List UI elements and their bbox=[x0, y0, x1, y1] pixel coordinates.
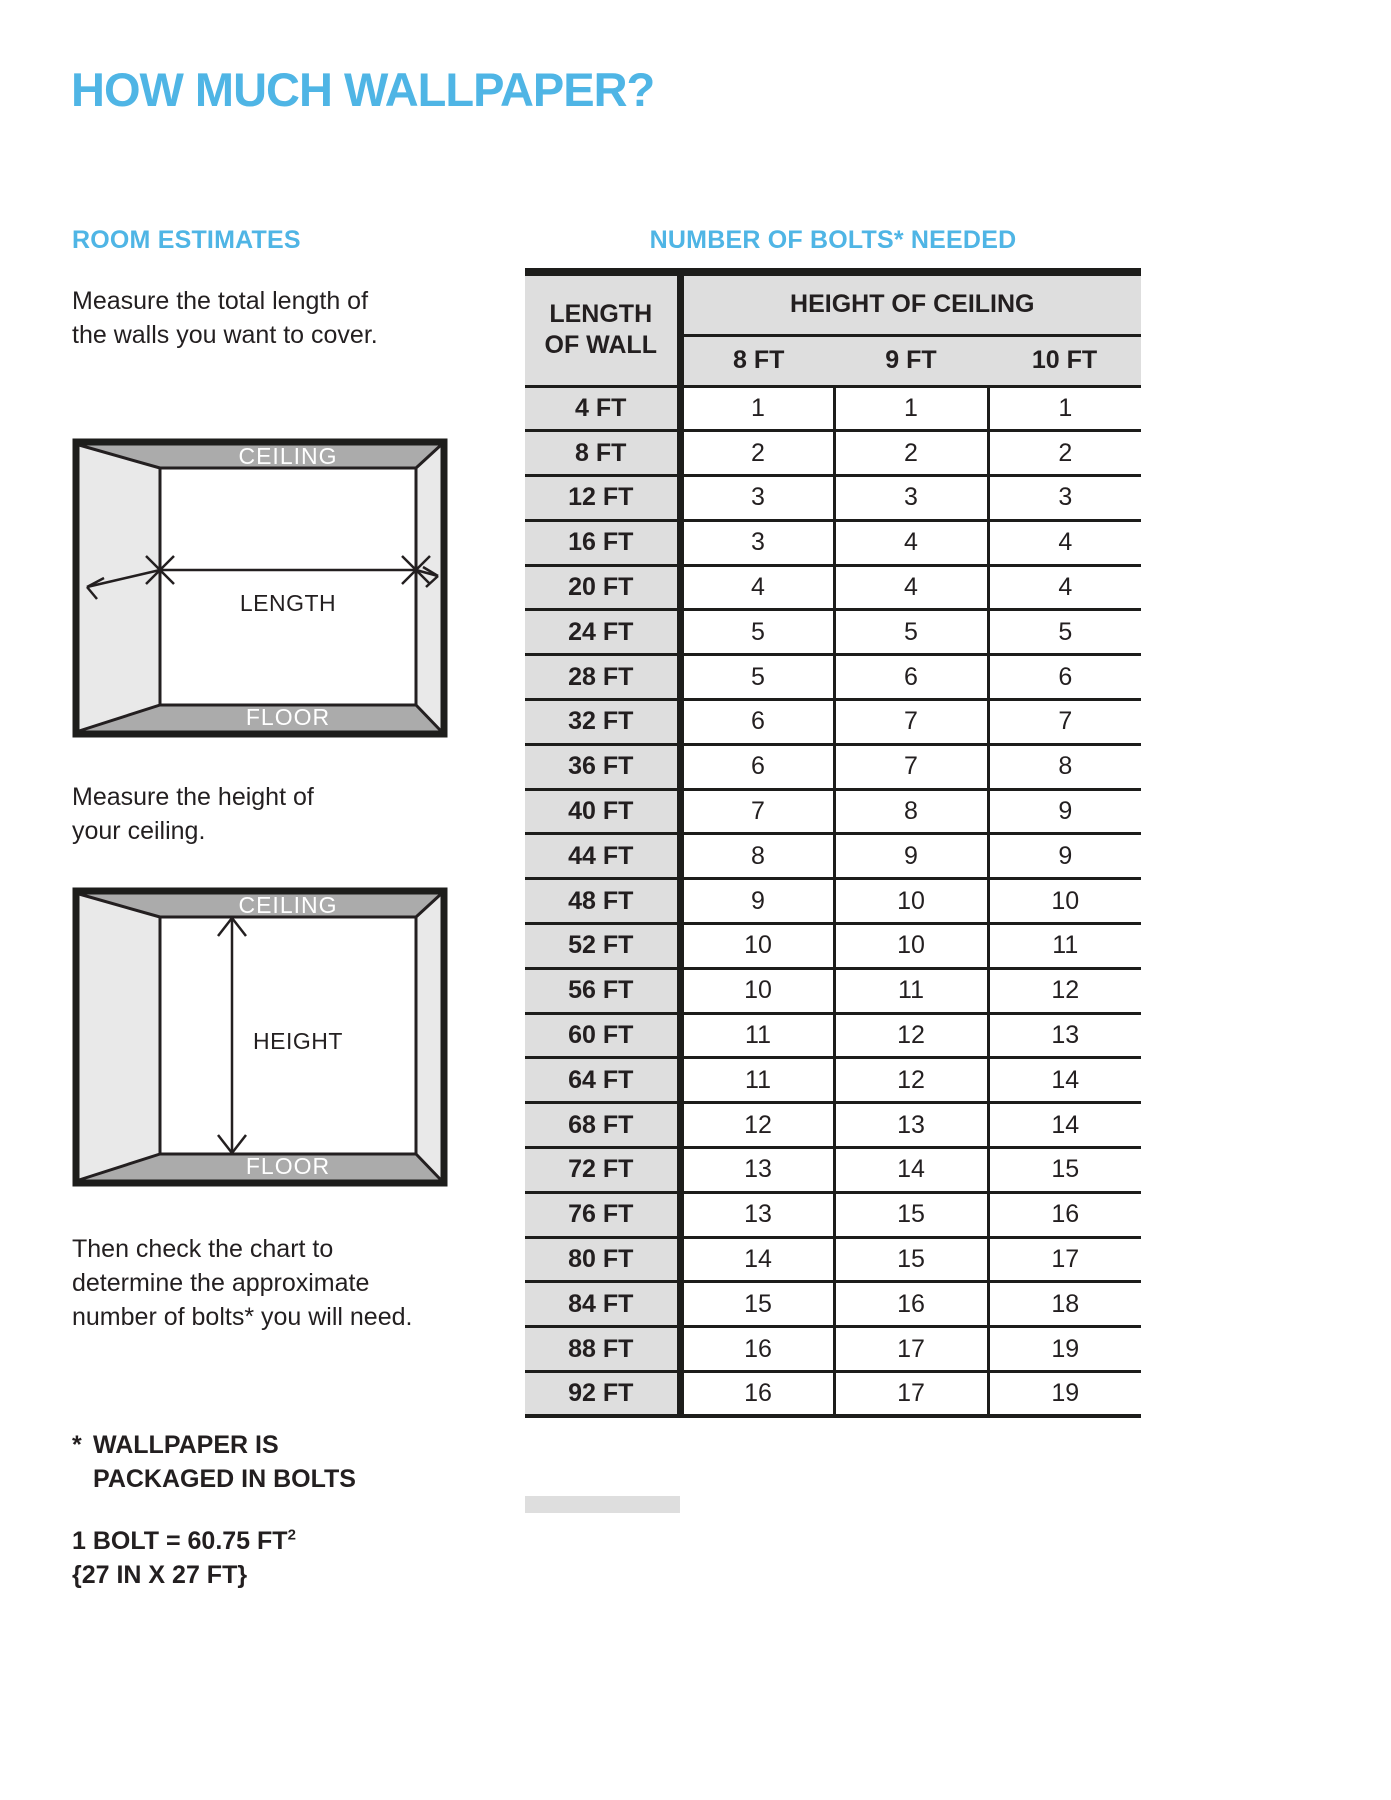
step2-text bbox=[72, 780, 314, 848]
row-header-cell: 68 FT bbox=[525, 1103, 680, 1148]
table-row bbox=[525, 1192, 1141, 1237]
height-measure-arrow bbox=[218, 918, 246, 1153]
bolt-count-cell: 10 bbox=[988, 879, 1141, 924]
row-header-cell: 56 FT bbox=[525, 968, 680, 1013]
table-row bbox=[525, 1282, 1141, 1327]
bolt-count-cell: 4 bbox=[988, 520, 1141, 565]
bolt-count-cell: 11 bbox=[988, 924, 1141, 969]
bolt-count-cell: 9 bbox=[988, 789, 1141, 834]
room-estimates-heading: ROOM ESTIMATES bbox=[72, 226, 301, 254]
bolt-count-cell: 12 bbox=[834, 1013, 988, 1058]
table-row bbox=[525, 655, 1141, 700]
bolt-count-cell: 1 bbox=[834, 386, 988, 431]
bolt-count-cell: 16 bbox=[988, 1192, 1141, 1237]
bolt-count-cell: 11 bbox=[834, 968, 988, 1013]
bolts-table-head bbox=[525, 272, 1141, 386]
bolt-count-cell: 8 bbox=[988, 744, 1141, 789]
col-header-8ft: 8 FT bbox=[680, 335, 834, 386]
squared-superscript: 2 bbox=[287, 1526, 296, 1544]
row-header-cell: 76 FT bbox=[525, 1192, 680, 1237]
bolts-footnote bbox=[72, 1428, 356, 1496]
table-row bbox=[525, 1237, 1141, 1282]
bolt-count-cell: 16 bbox=[834, 1282, 988, 1327]
row-header-cell: 84 FT bbox=[525, 1282, 680, 1327]
table-row bbox=[525, 700, 1141, 745]
bolt-count-cell: 18 bbox=[988, 1282, 1141, 1327]
bolt-count-cell: 14 bbox=[834, 1148, 988, 1193]
bolt-count-cell: 17 bbox=[834, 1372, 988, 1417]
row-header-cell: 64 FT bbox=[525, 1058, 680, 1103]
bolt-count-cell: 10 bbox=[834, 924, 988, 969]
bolt-count-cell: 5 bbox=[680, 610, 834, 655]
table-row bbox=[525, 1327, 1141, 1372]
ceiling-label: CEILING bbox=[238, 443, 338, 469]
table-row bbox=[525, 789, 1141, 834]
bolt-count-cell: 6 bbox=[834, 655, 988, 700]
step3-line1: Then check the chart to bbox=[72, 1235, 334, 1263]
bolt-count-cell: 11 bbox=[680, 1058, 834, 1103]
bolt-count-cell: 19 bbox=[988, 1327, 1141, 1372]
bolt-count-cell: 9 bbox=[988, 834, 1141, 879]
bolt-count-cell: 4 bbox=[834, 520, 988, 565]
row-header-cell: 60 FT bbox=[525, 1013, 680, 1058]
bolt-count-cell: 10 bbox=[680, 968, 834, 1013]
bolt-count-cell: 15 bbox=[834, 1192, 988, 1237]
table-row bbox=[525, 610, 1141, 655]
bolt-count-cell: 10 bbox=[680, 924, 834, 969]
footnote-line1: WALLPAPER IS bbox=[93, 1431, 279, 1459]
row-header-cell: 16 FT bbox=[525, 520, 680, 565]
bolt-count-cell: 4 bbox=[988, 565, 1141, 610]
bolt-count-cell: 1 bbox=[988, 386, 1141, 431]
row-header-cell: 88 FT bbox=[525, 1327, 680, 1372]
column-group-header: HEIGHT OF CEILING bbox=[680, 272, 1141, 335]
bolt-count-cell: 15 bbox=[680, 1282, 834, 1327]
bolt-count-cell: 13 bbox=[680, 1192, 834, 1237]
room-height-diagram bbox=[72, 886, 448, 1188]
bolt-size-info bbox=[72, 1524, 296, 1592]
bolt-count-cell: 6 bbox=[680, 744, 834, 789]
left-wall-surface bbox=[79, 894, 160, 1180]
row-header-cell: 8 FT bbox=[525, 431, 680, 476]
asterisk-marker: * bbox=[72, 1431, 82, 1459]
row-header-cell: 4 FT bbox=[525, 386, 680, 431]
right-wall-surface bbox=[416, 894, 441, 1180]
row-axis-line1: LENGTH bbox=[549, 300, 653, 329]
bolts-table bbox=[525, 268, 1141, 1418]
step3-text bbox=[72, 1232, 412, 1334]
table-row bbox=[525, 565, 1141, 610]
floor-label: FLOOR bbox=[245, 704, 331, 730]
bolt-count-cell: 13 bbox=[680, 1148, 834, 1193]
bolt-count-cell: 12 bbox=[988, 968, 1141, 1013]
height-label: HEIGHT bbox=[253, 1028, 343, 1054]
table-row bbox=[525, 924, 1141, 969]
table-row bbox=[525, 968, 1141, 1013]
footnote-line2: PACKAGED IN BOLTS bbox=[93, 1465, 356, 1493]
row-header-cell: 92 FT bbox=[525, 1372, 680, 1417]
row-header-cell: 40 FT bbox=[525, 789, 680, 834]
row-header-cell: 36 FT bbox=[525, 744, 680, 789]
ceiling-label: CEILING bbox=[238, 892, 338, 918]
page-title: HOW MUCH WALLPAPER? bbox=[71, 63, 655, 116]
bolt-count-cell: 11 bbox=[680, 1013, 834, 1058]
bolt-count-cell: 3 bbox=[680, 520, 834, 565]
bolt-count-cell: 3 bbox=[988, 476, 1141, 521]
left-wall-surface bbox=[79, 445, 160, 731]
bolt-count-cell: 7 bbox=[834, 744, 988, 789]
table-row bbox=[525, 1013, 1141, 1058]
table-row bbox=[525, 386, 1141, 431]
table-row bbox=[525, 1148, 1141, 1193]
table-row bbox=[525, 834, 1141, 879]
table-row bbox=[525, 1372, 1141, 1417]
length-label: LENGTH bbox=[239, 590, 337, 616]
floor-label: FLOOR bbox=[245, 1153, 331, 1179]
bolt-count-cell: 14 bbox=[680, 1237, 834, 1282]
bolt-count-cell: 3 bbox=[680, 476, 834, 521]
row-header-cell: 32 FT bbox=[525, 700, 680, 745]
bolt-count-cell: 7 bbox=[834, 700, 988, 745]
step3-line2: determine the approximate bbox=[72, 1269, 370, 1297]
bolt-count-cell: 5 bbox=[988, 610, 1141, 655]
bolt-count-cell: 16 bbox=[680, 1372, 834, 1417]
row-header-cell: 48 FT bbox=[525, 879, 680, 924]
table-row bbox=[525, 879, 1141, 924]
bolt-count-cell: 12 bbox=[834, 1058, 988, 1103]
row-axis-line2: OF WALL bbox=[544, 331, 657, 360]
bolts-table-container bbox=[525, 268, 1141, 1418]
col-header-10ft: 10 FT bbox=[988, 335, 1141, 386]
bolt-count-cell: 4 bbox=[680, 565, 834, 610]
bolt-equation bbox=[72, 1524, 296, 1558]
step1-text bbox=[72, 284, 378, 352]
step1-line1: Measure the total length of bbox=[72, 287, 369, 315]
bolts-table-body bbox=[525, 386, 1141, 1416]
room-length-diagram bbox=[72, 438, 448, 738]
bolt-count-cell: 15 bbox=[834, 1237, 988, 1282]
table-row bbox=[525, 744, 1141, 789]
row-header-cell: 20 FT bbox=[525, 565, 680, 610]
bolt-count-cell: 9 bbox=[680, 879, 834, 924]
bolt-count-cell: 14 bbox=[988, 1058, 1141, 1103]
bolt-count-cell: 5 bbox=[680, 655, 834, 700]
bolt-count-cell: 2 bbox=[680, 431, 834, 476]
bolt-count-cell: 3 bbox=[834, 476, 988, 521]
bolt-count-cell: 10 bbox=[834, 879, 988, 924]
table-row bbox=[525, 1103, 1141, 1148]
bolt-count-cell: 4 bbox=[834, 565, 988, 610]
bolt-count-cell: 7 bbox=[988, 700, 1141, 745]
col-header-9ft: 9 FT bbox=[834, 335, 988, 386]
table-row bbox=[525, 476, 1141, 521]
bolt-count-cell: 6 bbox=[680, 700, 834, 745]
bolt-count-cell: 14 bbox=[988, 1103, 1141, 1148]
bolt-count-cell: 17 bbox=[988, 1237, 1141, 1282]
bolt-count-cell: 5 bbox=[834, 610, 988, 655]
bolt-count-cell: 13 bbox=[834, 1103, 988, 1148]
bolt-count-cell: 8 bbox=[834, 789, 988, 834]
row-header-cell: 80 FT bbox=[525, 1237, 680, 1282]
step2-line2: your ceiling. bbox=[72, 817, 206, 845]
bolt-count-cell: 12 bbox=[680, 1103, 834, 1148]
row-header-cell: 44 FT bbox=[525, 834, 680, 879]
table-footer-strip bbox=[525, 1496, 680, 1513]
bolt-count-cell: 8 bbox=[680, 834, 834, 879]
row-header-cell: 12 FT bbox=[525, 476, 680, 521]
row-header-cell: 28 FT bbox=[525, 655, 680, 700]
right-wall-surface bbox=[416, 445, 441, 731]
table-row bbox=[525, 431, 1141, 476]
bolt-count-cell: 19 bbox=[988, 1372, 1141, 1417]
bolt-count-cell: 13 bbox=[988, 1013, 1141, 1058]
bolt-count-cell: 7 bbox=[680, 789, 834, 834]
bolt-count-cell: 2 bbox=[834, 431, 988, 476]
bolt-count-cell: 9 bbox=[834, 834, 988, 879]
bolt-count-cell: 15 bbox=[988, 1148, 1141, 1193]
table-row bbox=[525, 1058, 1141, 1103]
bolt-count-cell: 1 bbox=[680, 386, 834, 431]
row-header-cell: 72 FT bbox=[525, 1148, 680, 1193]
table-row bbox=[525, 520, 1141, 565]
row-axis-header bbox=[525, 272, 680, 386]
bolt-dimensions: {27 IN X 27 FT} bbox=[72, 1561, 248, 1589]
bolt-count-cell: 17 bbox=[834, 1327, 988, 1372]
step2-line1: Measure the height of bbox=[72, 783, 314, 811]
step1-line2: the walls you want to cover. bbox=[72, 321, 378, 349]
bolt-count-cell: 6 bbox=[988, 655, 1141, 700]
step3-line3: number of bolts* you will need. bbox=[72, 1303, 413, 1331]
bolts-needed-heading: NUMBER OF BOLTS* NEEDED bbox=[649, 226, 1017, 254]
bolt-count-cell: 16 bbox=[680, 1327, 834, 1372]
bolt-equation-text: 1 BOLT = 60.75 FT bbox=[72, 1527, 288, 1555]
row-header-cell: 52 FT bbox=[525, 924, 680, 969]
row-header-cell: 24 FT bbox=[525, 610, 680, 655]
bolt-count-cell: 2 bbox=[988, 431, 1141, 476]
